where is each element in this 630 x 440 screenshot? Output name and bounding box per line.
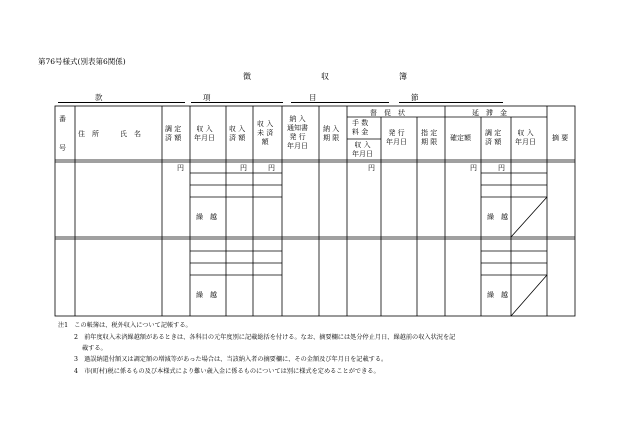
note-2-continued: 載する。 <box>82 345 107 352</box>
header-number-char-2: 号 <box>59 144 66 152</box>
header-notice-line1: 納 入 <box>289 115 306 123</box>
header-receipt-date-line2: 年月日 <box>194 134 215 142</box>
header-late-assessed-line2: 済 額 <box>485 138 502 146</box>
header-notice-line2: 通知書 <box>287 124 308 132</box>
yen-unit-received: 円 <box>240 164 247 172</box>
header-late-receipt-date <box>515 129 536 147</box>
header-notice-issue-date <box>287 115 308 151</box>
header-fee-line2: 料 金 <box>352 128 369 136</box>
header-issue-date <box>386 129 407 147</box>
header-fee-receipt-line1: 収 入 <box>354 141 371 149</box>
header-received-amount-line1: 収 入 <box>229 125 246 133</box>
carryover-label-block1-right: 繰 越 <box>487 213 508 221</box>
note-3: 3 過誤納還付額又は調定額の増減等があった場合は、当該納入者の摘要欄に、その金額及び年月日を記載する。 <box>74 356 388 363</box>
header-assessed-amount-line2: 済 額 <box>165 134 182 142</box>
header-unreceived-amount-line1: 収 入 <box>257 120 274 128</box>
header-issue-date-line1: 発 行 <box>388 129 405 137</box>
header-fee-receipt-line2: 年月日 <box>352 150 373 158</box>
account-kan-label: 款 <box>95 93 103 102</box>
title-char-3: 簿 <box>399 72 407 81</box>
header-number <box>59 115 66 153</box>
header-payment-due-line1: 納 入 <box>323 125 340 133</box>
header-designated-due-line1: 指 定 <box>421 129 438 137</box>
carryover-label-block2-left: 繰 越 <box>196 291 217 299</box>
yen-unit-fee: 円 <box>368 164 375 172</box>
header-payment-due-line2: 期 限 <box>323 134 340 142</box>
header-late-receipt-line1: 収 入 <box>517 129 534 137</box>
header-payment-due <box>323 125 339 143</box>
header-receipt-date <box>194 125 215 143</box>
title-char-1: 徴 <box>243 72 251 81</box>
header-number-char-1: 番 <box>59 115 66 123</box>
header-fee <box>352 119 368 137</box>
header-receipt-date-line1: 収 入 <box>196 125 213 133</box>
carryover-label-block1-left: 繰 越 <box>196 213 217 221</box>
title-char-2: 収 <box>321 72 329 81</box>
header-late-receipt-line2: 年月日 <box>515 138 536 146</box>
header-notice-line3: 発 行 <box>289 133 306 141</box>
header-fee-line1: 手 数 <box>352 119 369 127</box>
yen-unit-late-assessed: 円 <box>498 164 505 172</box>
header-unreceived-amount-line2: 未 済 <box>257 129 274 137</box>
header-assessed-amount <box>165 125 181 143</box>
yen-unit-assessed: 円 <box>177 164 184 172</box>
account-kou-label: 項 <box>203 93 211 102</box>
header-name: 氏 名 <box>120 130 141 138</box>
header-unreceived-amount <box>257 120 273 147</box>
header-determined-amount: 確定額 <box>450 134 471 142</box>
header-late-assessed-line1: 調 定 <box>485 129 502 137</box>
form-number: 第76号様式(別表第6関係) <box>38 57 126 66</box>
header-late-fee: 延 滞 金 <box>472 109 507 117</box>
header-received-amount <box>229 125 245 143</box>
account-moku-label: 目 <box>309 93 317 102</box>
header-designated-due-line2: 期 限 <box>421 138 438 146</box>
header-fee-receipt-date <box>352 141 373 159</box>
header-address: 住 所 <box>78 130 99 138</box>
header-notice-line4: 年月日 <box>287 142 308 150</box>
yen-unit-unreceived: 円 <box>268 164 275 172</box>
header-remarks: 摘 要 <box>552 134 569 142</box>
note-4: 4 市(町村)税に係るもの及び本様式により難い歳入金に係るものについては別に様式を定めることができる。 <box>74 368 380 375</box>
header-dunning: 督 促 状 <box>370 109 405 117</box>
yen-unit-determined: 円 <box>470 164 477 172</box>
note-2: 2 前年度収入未済繰越額があるときは、各科目の元年度別に記載総括を付ける。なお、摘要欄には処分停止月日、繰越前の収入状況を記 <box>74 334 456 341</box>
carryover-label-block2-right: 繰 越 <box>487 291 508 299</box>
note-1: 注1 この帳簿は、税外収入について記帳する。 <box>58 322 192 329</box>
header-issue-date-line2: 年月日 <box>386 138 407 146</box>
header-received-amount-line2: 済 額 <box>229 134 246 142</box>
account-setsu-label: 節 <box>411 93 419 102</box>
header-designated-due <box>421 129 437 147</box>
header-unreceived-amount-line3: 額 <box>261 138 269 146</box>
header-assessed-amount-line1: 調 定 <box>165 125 182 133</box>
header-late-assessed <box>485 129 501 147</box>
